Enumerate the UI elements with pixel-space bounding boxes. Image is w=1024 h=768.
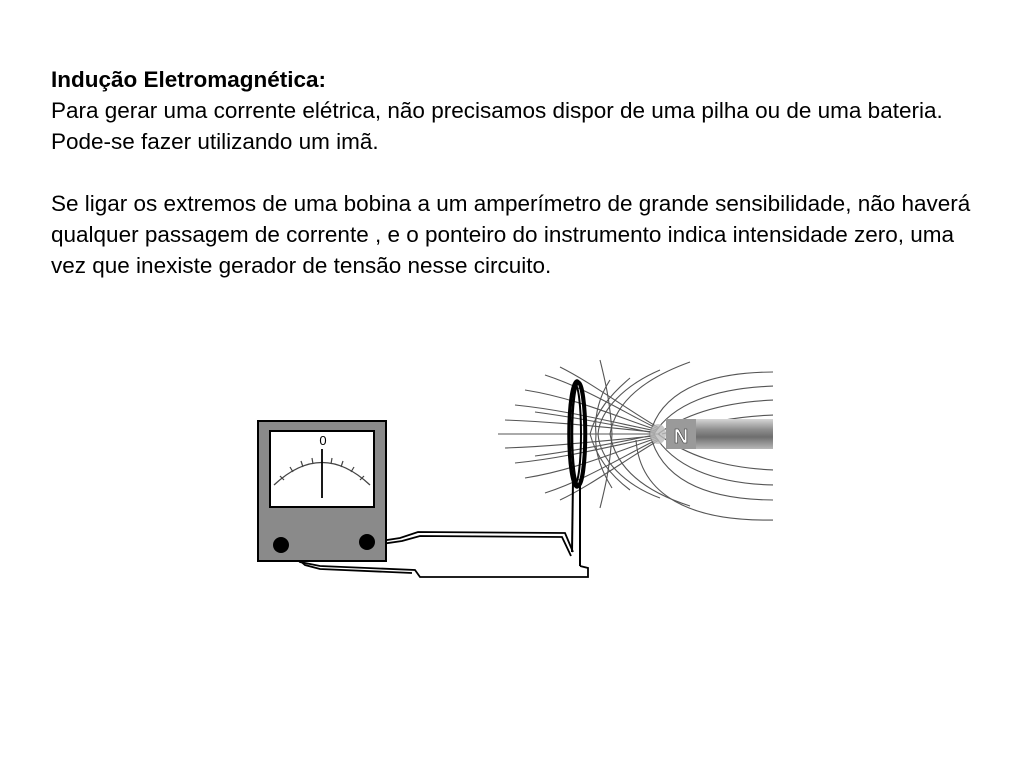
- paragraph-ammeter: Se ligar os extremos de uma bobina a um amperímetro de grande sensibilidade, não haverá qualquer passagem de corrente , e o ponteiro do instrumento indica intensidade zero, uma vez que inexiste gerador de tensão nesse circuito.: [51, 191, 971, 278]
- field-line: [545, 439, 658, 493]
- ammeter-terminal-left: [273, 537, 289, 553]
- ammeter-zero-label: 0: [319, 433, 327, 448]
- ammeter: [258, 421, 386, 561]
- ammeter-terminal-right: [359, 534, 375, 550]
- field-line: [525, 438, 657, 478]
- slide-text: [51, 64, 991, 281]
- paragraph-intro: Para gerar uma corrente elétrica, não precisamos dispor de uma pilha ou de uma bateria. Pode-se fazer utilizando um imã.: [51, 98, 943, 154]
- field-line: [525, 390, 657, 430]
- coil-lead: [572, 480, 573, 552]
- magnet-pole-label: N: [673, 426, 689, 448]
- coil: [569, 381, 586, 566]
- paragraph-gap: [51, 157, 991, 188]
- magnet-pole-glow: [650, 424, 666, 444]
- induction-diagram: [250, 355, 780, 590]
- bar-magnet: [650, 419, 773, 449]
- slide-title: Indução Eletromagnética:: [51, 67, 327, 92]
